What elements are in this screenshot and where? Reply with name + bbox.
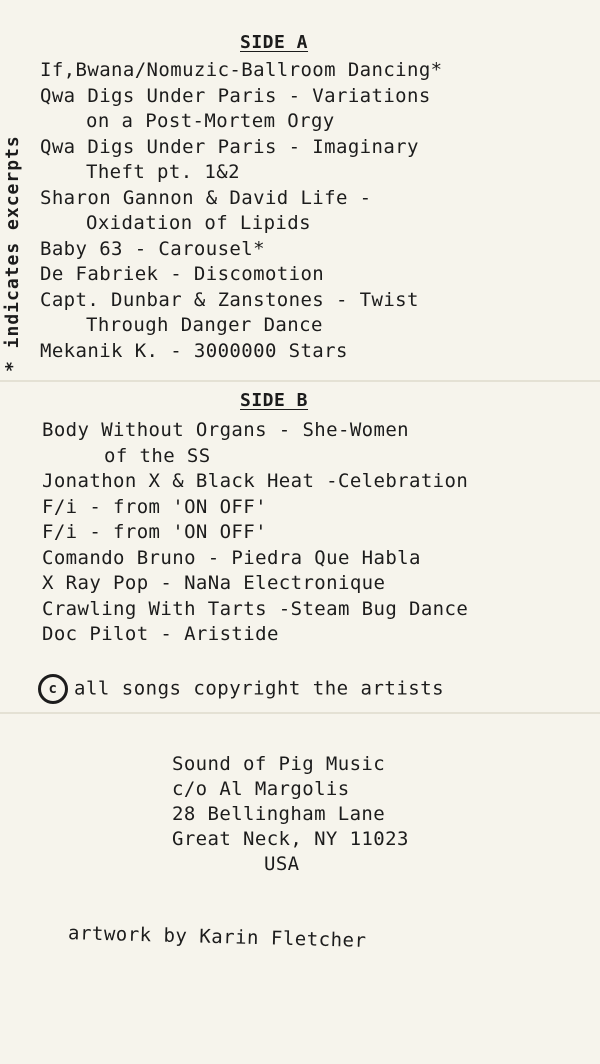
artwork-credit: artwork by Karin Fletcher xyxy=(67,922,367,952)
side-a-heading: SIDE A xyxy=(240,32,309,53)
side-b-heading: SIDE B xyxy=(240,390,309,411)
excerpts-note: * indicates excerpts xyxy=(2,135,23,372)
track-item: Body Without Organs - She-Women of the SS xyxy=(42,419,410,467)
address-street: 28 Bellingham Lane xyxy=(172,803,386,825)
track-item: If,Bwana/Nomuzic-Ballroom Dancing* xyxy=(40,59,443,81)
fold-line xyxy=(0,380,600,382)
track-item: Qwa Digs Under Paris - Variations on a Post-Mortem Orgy xyxy=(40,84,431,132)
track-item: Doc Pilot - Aristide xyxy=(42,623,279,645)
track-item: Qwa Digs Under Paris - Imaginary Theft pt. 1&2 xyxy=(40,135,419,183)
track-item: Jonathon X & Black Heat -Celebration xyxy=(42,470,469,492)
side-b-tracklist xyxy=(42,418,468,648)
address-country: USA xyxy=(264,853,300,875)
copyright-text: all songs copyright the artists xyxy=(74,677,445,700)
track-item: X Ray Pop - NaNa Electronique xyxy=(42,572,386,594)
copyright-icon: c xyxy=(38,674,68,704)
label-name: Sound of Pig Music xyxy=(172,753,386,775)
copyright-notice xyxy=(38,674,444,704)
label-address xyxy=(172,752,409,877)
track-item: Crawling With Tarts -Steam Bug Dance xyxy=(42,597,469,620)
track-item: Comando Bruno - Piedra Que Habla xyxy=(42,546,421,569)
track-item: F/i - from 'ON OFF' xyxy=(42,495,267,518)
side-a-tracklist xyxy=(40,58,443,364)
track-item: De Fabriek - Discomotion xyxy=(40,263,325,285)
track-item: Capt. Dunbar & Zanstones - Twist Through Danger Dance xyxy=(40,288,419,336)
fold-line xyxy=(0,712,600,714)
address-care-of: c/o Al Margolis xyxy=(172,778,350,800)
address-city: Great Neck, NY 11023 xyxy=(172,828,409,850)
track-item: Sharon Gannon & David Life - Oxidation of Lipids xyxy=(40,186,372,234)
track-item: Baby 63 - Carousel* xyxy=(40,237,265,260)
track-item: Mekanik K. - 3000000 Stars xyxy=(40,339,348,362)
track-item: F/i - from 'ON OFF' xyxy=(42,521,267,543)
